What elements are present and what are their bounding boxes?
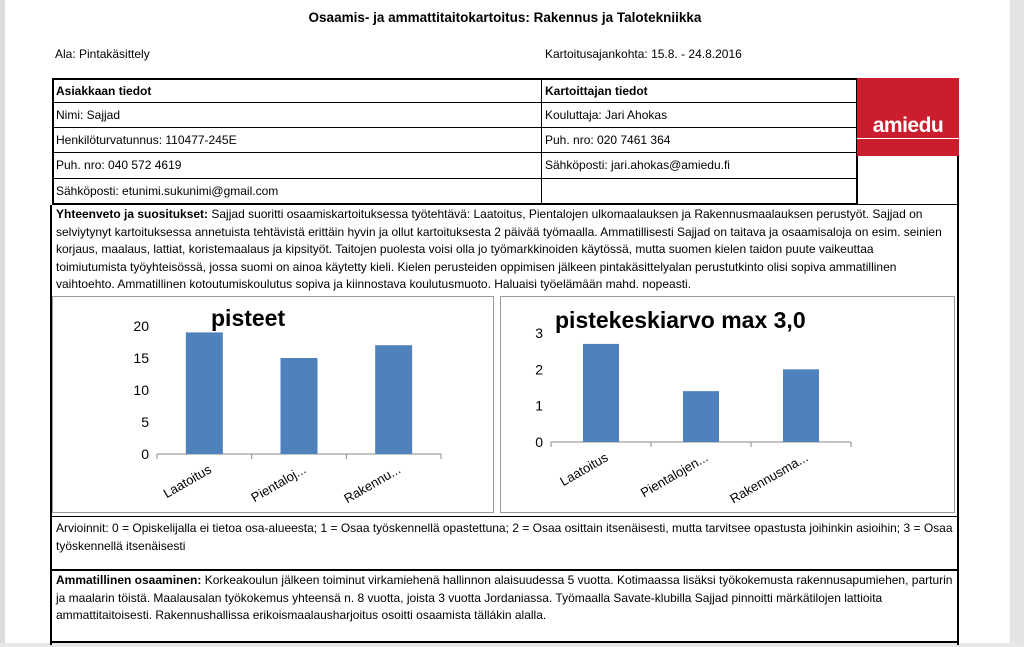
page-edge-left xyxy=(0,0,5,647)
ratings-line: työskennellä itsenäisesti xyxy=(56,538,186,553)
table-rule xyxy=(52,127,858,128)
bar xyxy=(375,345,412,454)
logo-text: amiedu xyxy=(872,114,944,137)
y-tick-label: 20 xyxy=(133,318,149,334)
table-divider xyxy=(541,78,542,205)
x-tick-label: Pientalojen... xyxy=(637,449,711,501)
section-rule xyxy=(50,569,959,571)
page-edge-right xyxy=(1010,0,1024,647)
professional-line: Korkeakoulun jälkeen toiminut virkamiehenä hallinnon alaisuudessa 5 vuotta. Kotimaassa lisäksi työkokemusta rakennusapumiehen, parturin xyxy=(201,573,953,587)
x-tick-label: Rakennusma... xyxy=(727,449,811,507)
y-tick-label: 0 xyxy=(535,434,543,450)
customer-phone: Puh. nro: 040 572 4619 xyxy=(56,158,182,172)
professional-line: ja maalarin töistä. Maalausalan työkokemus yhteensä n. 8 vuotta, joista 3 vuotta Jordaniassa. Työmaalla Savate-klubilla Sajjad pinnoitti märkätilojen lattioita xyxy=(56,590,883,605)
assessor-email: Sähköposti: jari.ahokas@amiedu.fi xyxy=(545,158,730,172)
x-tick-label: Pientaloj... xyxy=(248,461,309,505)
professional-text xyxy=(56,572,956,625)
ratings-text xyxy=(56,520,956,555)
assessment-period: Kartoitusajankohta: 15.8. - 24.8.2016 xyxy=(545,47,742,61)
summary-label: Yhteenveto ja suositukset: xyxy=(56,207,209,221)
y-tick-label: 15 xyxy=(133,350,149,366)
x-tick-label: Laatoitus xyxy=(557,449,611,489)
customer-ssn: Henkilöturvatunnus: 110477-245E xyxy=(56,133,237,147)
y-tick-label: 10 xyxy=(133,382,149,398)
chart-pisteet xyxy=(52,296,494,513)
summary-line: vaihtoehto. Ammatillinen kotoutumiskoulutus sopiva ja kiinnostava koulutusmuoto. Haluaisi työelämään mahd. nopeasti. xyxy=(56,277,692,291)
professional-line: ammattitaitoisesti. Rakennushallissa erikoismaalausharjoitus osoitti osaamista tällákin alalla. xyxy=(56,608,547,622)
chart-plot xyxy=(501,297,954,512)
customer-email: Sähköposti: etunimi.sukunimi@gmail.com xyxy=(56,184,279,198)
page-edge-bottom xyxy=(0,643,1024,647)
y-tick-label: 2 xyxy=(535,361,543,378)
professional-label: Ammatillinen osaaminen: xyxy=(56,573,202,587)
section-rule xyxy=(52,204,958,205)
table-rule xyxy=(52,102,858,103)
table-rule xyxy=(52,152,858,153)
bar xyxy=(281,358,318,454)
chart-plot xyxy=(53,297,493,512)
section-rule xyxy=(50,641,959,643)
ratings-line: Arvioinnit: 0 = Opiskelijalla ei tietoa osa-alueesta; 1 = Osaa työskennellä opastettuna; 2 = Osaa osittain itsenäisesti, mutta tarvitsee opastusta joihinkin asioihin; 3 = Osaa xyxy=(56,521,953,535)
x-tick-label: Rakennu... xyxy=(341,461,404,507)
chart-pistekeskiarvo xyxy=(500,296,955,513)
summary-text xyxy=(56,206,956,294)
y-tick-label: 0 xyxy=(141,446,149,462)
bar xyxy=(683,391,719,442)
chart-title: pisteet xyxy=(211,305,286,331)
assessor-header: Kartoittajan tiedot xyxy=(545,84,648,98)
assessor-trainer: Kouluttaja: Jari Ahokas xyxy=(545,108,668,122)
table-rule xyxy=(52,178,858,179)
chart-title: pistekeskiarvo max 3,0 xyxy=(555,307,806,333)
document-title: Osaamis- ja ammattitaitokartoitus: Rakennus ja Talotekniikka xyxy=(308,10,702,25)
customer-name: Nimi: Sajjad xyxy=(56,108,121,122)
summary-line: selviytynyt kartoituksessa annetuista tehtävistä erittäin hyvin ja ollut kartoituksesta 2 päivää työmaalla. Ammatillisesti Sajjad on taitava ja osaamisaloja on esim. seinien xyxy=(56,224,942,239)
bar xyxy=(783,369,819,442)
x-tick-label: Laatoitus xyxy=(160,461,214,501)
logo-underline xyxy=(857,138,959,139)
field-ala: Ala: Pintakäsittely xyxy=(55,47,150,61)
section-border-right xyxy=(957,156,959,645)
section-rule xyxy=(52,516,958,517)
assessor-phone: Puh. nro: 020 7461 364 xyxy=(545,133,671,147)
y-tick-label: 3 xyxy=(535,325,543,341)
y-tick-label: 5 xyxy=(141,414,149,430)
y-tick-label: 1 xyxy=(535,397,543,414)
summary-line: Sajjad suoritti osaamiskartoituksessa työtehtävä: Laatoitus, Pientalojen ulkomaalauksen ja Rakennusmaalauksen perustyöt. Sajjad on xyxy=(208,207,923,221)
amiedu-logo xyxy=(857,78,959,156)
bar xyxy=(186,332,223,454)
summary-line: korjaus, maalaus, lattiat, koristemaalaus ja kipsityöt. Taitojen puolesta voisi olla jo työmarkkinoiden käytössä, mutta suomen kielen taidon puute vaikeuttaa xyxy=(56,242,874,256)
summary-line: toimiutumista työyhteisössä, jossa suomi on ainoa käytetty kieli. Kielen perusteiden oppimisen jälkeen pintakäsittelyalan perustutkinto olisi sopiva ammatillinen xyxy=(56,259,897,274)
bar xyxy=(583,344,619,442)
customer-header: Asiakkaan tiedot xyxy=(56,84,152,98)
